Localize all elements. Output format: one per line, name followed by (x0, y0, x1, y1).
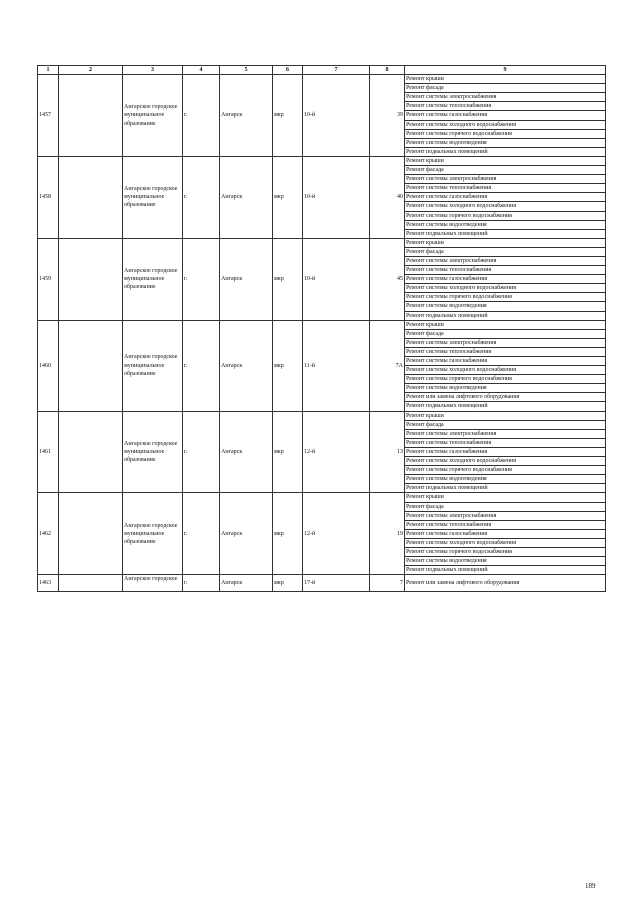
record-work-item: Ремонт системы газоснабжения (405, 529, 606, 538)
col-header-2: 2 (59, 66, 123, 75)
record-street-type: мкр (273, 575, 303, 592)
record-house: 19 (370, 493, 405, 575)
record-city: Ангарск (220, 411, 273, 493)
record-work-item: Ремонт системы теплоснабжения (405, 520, 606, 529)
record-work-item: Ремонт фасада (405, 329, 606, 338)
record-work-item: Ремонт фасада (405, 166, 606, 175)
record-work-item: Ремонт или замена лифтового оборудования (405, 393, 606, 402)
record-house: 45 (370, 238, 405, 320)
record-city: Ангарск (220, 575, 273, 592)
record-municipality: Ангарское городское муниципальное образование (123, 156, 183, 238)
record-work-item: Ремонт системы холодного водоснабжения (405, 366, 606, 375)
record-work-item: Ремонт системы холодного водоснабжения (405, 284, 606, 293)
record-work-item: Ремонт системы горячего водоснабжения (405, 466, 606, 475)
record-street-type: мкр (273, 75, 303, 157)
record-city: Ангарск (220, 156, 273, 238)
record-street-type: мкр (273, 238, 303, 320)
record-work-item: Ремонт крыши (405, 493, 606, 502)
record-number: 1463 (38, 575, 59, 592)
record-work-item: Ремонт системы горячего водоснабжения (405, 375, 606, 384)
record-work-item: Ремонт системы горячего водоснабжения (405, 293, 606, 302)
record-work-item: Ремонт системы теплоснабжения (405, 438, 606, 447)
record-street-type: мкр (273, 411, 303, 493)
record-house: 40 (370, 156, 405, 238)
record-street: 10-й (303, 238, 370, 320)
col-header-7: 7 (303, 66, 370, 75)
record-work-item: Ремонт крыши (405, 411, 606, 420)
record-work-item: Ремонт системы газоснабжения (405, 275, 606, 284)
record-work-item: Ремонт системы холодного водоснабжения (405, 120, 606, 129)
record-work-item: Ремонт подвальных помещений (405, 229, 606, 238)
record-work-item: Ремонт системы холодного водоснабжения (405, 538, 606, 547)
record-city-type: г. (183, 75, 220, 157)
record-number: 1457 (38, 75, 59, 157)
record-street: 11-й (303, 320, 370, 411)
record-work-item: Ремонт системы водоотведения (405, 302, 606, 311)
record-city: Ангарск (220, 320, 273, 411)
record-municipality: Ангарское городское муниципальное образование (123, 238, 183, 320)
record-city-type: г. (183, 320, 220, 411)
col-header-3: 3 (123, 66, 183, 75)
municipality-text: Ангарское городское (124, 576, 178, 583)
record-city: Ангарск (220, 75, 273, 157)
record-street: 10-й (303, 75, 370, 157)
record-house: 13 (370, 411, 405, 493)
record-street-type: мкр (273, 493, 303, 575)
record-city-type: г. (183, 411, 220, 493)
record-city-type: г. (183, 493, 220, 575)
record-street: 12-й (303, 411, 370, 493)
record-work-item: Ремонт системы водоотведения (405, 557, 606, 566)
record-work-item: Ремонт системы теплоснабжения (405, 184, 606, 193)
record-city-type: г. (183, 575, 220, 592)
record-work-item: Ремонт системы электроснабжения (405, 256, 606, 265)
record-work-item: Ремонт фасада (405, 420, 606, 429)
record-street: 10-й (303, 156, 370, 238)
header-row (38, 66, 606, 75)
record-work-item: Ремонт фасада (405, 247, 606, 256)
record-work-item: Ремонт системы теплоснабжения (405, 266, 606, 275)
table-row (38, 156, 606, 165)
table-body (38, 75, 606, 592)
table-row (38, 238, 606, 247)
record-work-item: Ремонт крыши (405, 75, 606, 84)
record-work-item: Ремонт системы водоотведения (405, 384, 606, 393)
record-street: 12-й (303, 493, 370, 575)
record-col2 (59, 75, 123, 157)
record-work-item: Ремонт системы газоснабжения (405, 111, 606, 120)
record-work-item: Ремонт системы электроснабжения (405, 93, 606, 102)
record-col2 (59, 493, 123, 575)
record-city-type: г. (183, 156, 220, 238)
record-work-item: Ремонт крыши (405, 238, 606, 247)
table-row (38, 320, 606, 329)
record-work-item: Ремонт системы газоснабжения (405, 447, 606, 456)
col-header-5: 5 (220, 66, 273, 75)
record-work-item: Ремонт системы электроснабжения (405, 429, 606, 438)
page-number: 189 (585, 882, 596, 890)
record-municipality: Ангарское городское муниципальное образование (123, 320, 183, 411)
record-work-item: Ремонт системы теплоснабжения (405, 347, 606, 356)
table-row (38, 411, 606, 420)
record-work-item: Ремонт крыши (405, 320, 606, 329)
record-work-item: Ремонт подвальных помещений (405, 311, 606, 320)
record-number: 1461 (38, 411, 59, 493)
record-work-item: Ремонт подвальных помещений (405, 566, 606, 575)
record-col2 (59, 156, 123, 238)
record-number: 1458 (38, 156, 59, 238)
record-work-item: Ремонт системы холодного водоснабжения (405, 457, 606, 466)
record-work-item: Ремонт крыши (405, 156, 606, 165)
record-col2 (59, 411, 123, 493)
record-house: 7А (370, 320, 405, 411)
col-header-4: 4 (183, 66, 220, 75)
record-work-item: Ремонт системы электроснабжения (405, 338, 606, 347)
record-col2 (59, 575, 123, 592)
record-work-item: Ремонт фасада (405, 84, 606, 93)
table-row-last (38, 575, 606, 592)
record-house: 39 (370, 75, 405, 157)
col-header-1: 1 (38, 66, 59, 75)
record-number: 1459 (38, 238, 59, 320)
record-work-item: Ремонт системы горячего водоснабжения (405, 211, 606, 220)
record-work-item: Ремонт системы электроснабжения (405, 511, 606, 520)
record-municipality: Ангарское городское муниципальное образование (123, 75, 183, 157)
record-house: 7 (370, 575, 405, 592)
record-work: Ремонт или замена лифтового оборудования (405, 575, 606, 592)
record-col2 (59, 238, 123, 320)
record-city: Ангарск (220, 493, 273, 575)
record-street-type: мкр (273, 156, 303, 238)
record-work-item: Ремонт системы теплоснабжения (405, 102, 606, 111)
col-header-8: 8 (370, 66, 405, 75)
record-number: 1462 (38, 493, 59, 575)
record-city-type: г. (183, 238, 220, 320)
table-row (38, 493, 606, 502)
record-work-item: Ремонт системы горячего водоснабжения (405, 129, 606, 138)
table-row (38, 75, 606, 84)
record-street: 17-й (303, 575, 370, 592)
col-header-6: 6 (273, 66, 303, 75)
record-city: Ангарск (220, 238, 273, 320)
record-work-item: Ремонт системы газоснабжения (405, 357, 606, 366)
record-work-item: Ремонт подвальных помещений (405, 147, 606, 156)
record-work-item: Ремонт системы холодного водоснабжения (405, 202, 606, 211)
record-work-item: Ремонт подвальных помещений (405, 402, 606, 411)
record-municipality: Ангарское городское муниципальное образование (123, 411, 183, 493)
record-work-item: Ремонт системы водоотведения (405, 138, 606, 147)
record-work-item: Ремонт системы водоотведения (405, 220, 606, 229)
record-number: 1460 (38, 320, 59, 411)
record-work-item: Ремонт системы водоотведения (405, 475, 606, 484)
record-work-item: Ремонт системы электроснабжения (405, 175, 606, 184)
col-header-9: 9 (405, 66, 606, 75)
record-work-item: Ремонт подвальных помещений (405, 484, 606, 493)
record-street-type: мкр (273, 320, 303, 411)
record-municipality (123, 575, 183, 592)
repair-program-table (37, 65, 606, 592)
record-work-item: Ремонт системы горячего водоснабжения (405, 547, 606, 556)
record-work-item: Ремонт фасада (405, 502, 606, 511)
record-municipality: Ангарское городское муниципальное образование (123, 493, 183, 575)
record-col2 (59, 320, 123, 411)
record-work-item: Ремонт системы газоснабжения (405, 193, 606, 202)
